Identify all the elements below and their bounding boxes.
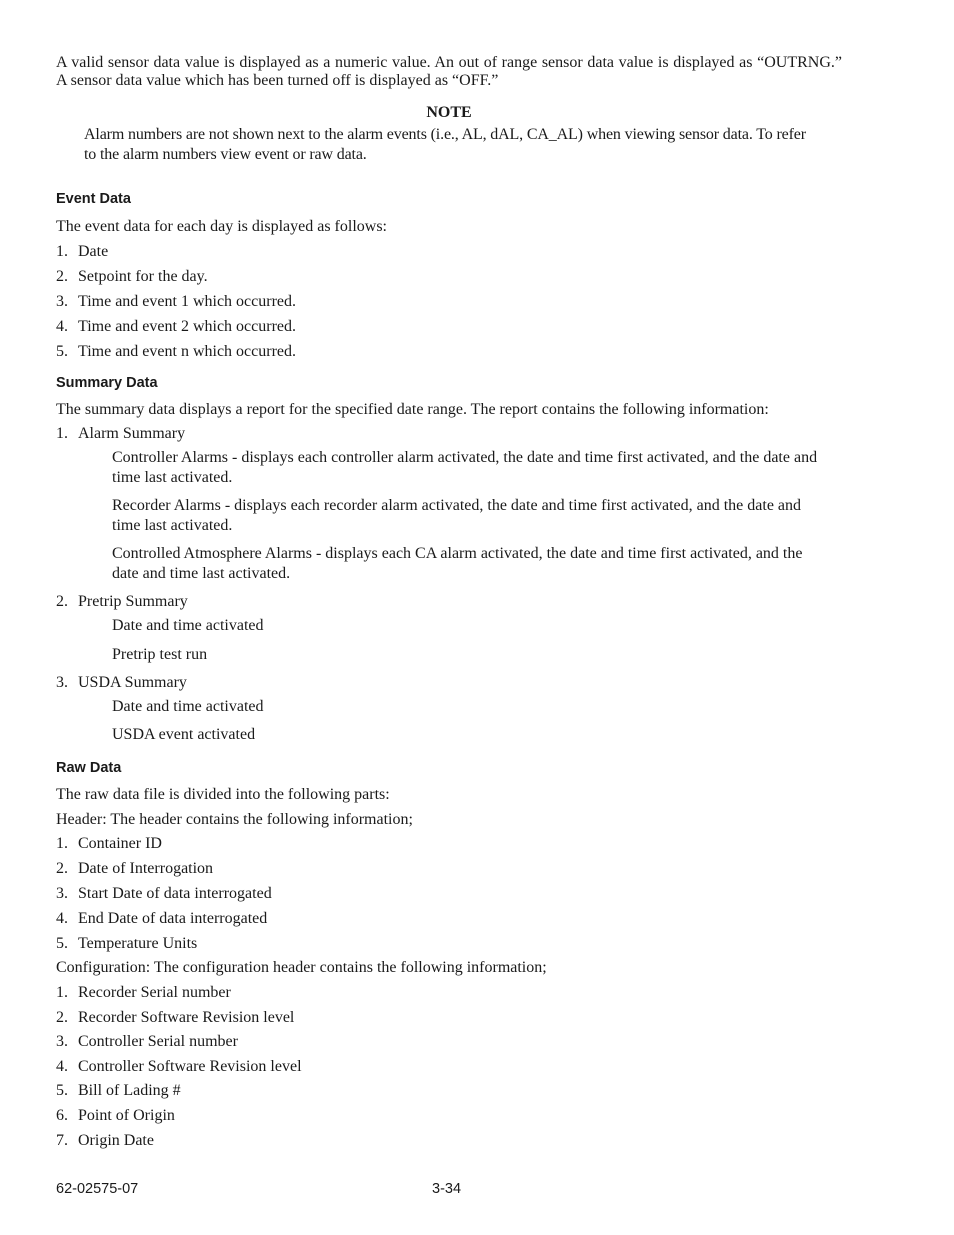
pretrip-summary-sub: Pretrip test run <box>112 646 208 663</box>
list-item: 4. End Date of data interrogated <box>56 910 268 927</box>
list-item: 5. Time and event n which occurred. <box>56 343 297 360</box>
list-item: 4. Controller Software Revision level <box>56 1058 302 1075</box>
usda-summary-item: 3. USDA Summary <box>56 674 187 691</box>
event-data-list <box>56 242 842 362</box>
note-title: NOTE <box>426 104 472 121</box>
event-data-intro: The event data for each day is displayed as follows: <box>56 218 387 235</box>
list-item: 1. Date <box>56 243 109 260</box>
footer-page-number: 3-34 <box>432 1181 462 1197</box>
list-item: 2. Setpoint for the day. <box>56 268 208 285</box>
list-item: 7. Origin Date <box>56 1132 154 1149</box>
summary-data-heading: Summary Data <box>56 375 158 391</box>
pretrip-summary-sub: Date and time activated <box>112 617 264 634</box>
list-item: 5. Bill of Lading # <box>56 1082 181 1099</box>
list-item: 3. Time and event 1 which occurred. <box>56 293 297 310</box>
list-item: 3. Controller Serial number <box>56 1033 238 1050</box>
list-item: 4. Time and event 2 which occurred. <box>56 318 297 335</box>
raw-data-config-intro: Configuration: The configuration header contains the following information; <box>56 959 547 976</box>
alarm-summary-item: 1. Alarm Summary <box>56 425 186 442</box>
raw-data-intro: The raw data file is divided into the following parts: <box>56 786 390 803</box>
alarm-summary-ca: Controlled Atmosphere Alarms - displays each CA alarm activated, the date and time first activated, and the date and time last activated. <box>112 545 803 582</box>
pretrip-summary-item: 2. Pretrip Summary <box>56 593 188 610</box>
list-item: 5. Temperature Units <box>56 935 198 952</box>
alarm-summary-recorder: Recorder Alarms - displays each recorder alarm activated, the date and time first activated, and the date and time last activated. <box>112 497 802 534</box>
footer-doc-number: 62-02575-07 <box>56 1181 139 1197</box>
raw-data-header-list <box>56 834 842 954</box>
event-data-heading: Event Data <box>56 191 131 207</box>
list-item: 3. Start Date of data interrogated <box>56 885 272 902</box>
list-item: 2. Recorder Software Revision level <box>56 1009 295 1026</box>
raw-data-config-list <box>56 983 842 1151</box>
manual-page <box>56 54 842 1151</box>
note-body: Alarm numbers are not shown next to the alarm events (i.e., AL, dAL, CA_AL) when viewing sensor data. To refer to the alarm numbers view event or raw data. <box>84 126 806 163</box>
summary-data-intro: The summary data displays a report for the specified date range. The report contains the following information: <box>56 401 769 418</box>
intro-paragraph: A valid sensor data value is displayed as a numeric value. An out of range sensor data value is displayed as “OUTRNG.” A sensor data value which has been turned off is displayed as “OFF.” <box>56 54 842 89</box>
usda-summary-sub: Date and time activated <box>112 698 264 715</box>
usda-summary-sub: USDA event activated <box>112 726 256 743</box>
list-item: 6. Point of Origin <box>56 1107 175 1124</box>
list-item: 2. Date of Interrogation <box>56 860 214 877</box>
list-item: 1. Recorder Serial number <box>56 984 231 1001</box>
list-item: 1. Container ID <box>56 835 162 852</box>
raw-data-heading: Raw Data <box>56 760 122 776</box>
alarm-summary-controller: Controller Alarms - displays each controller alarm activated, the date and time first activated, and the date and time last activated. <box>112 449 818 486</box>
raw-data-header-intro: Header: The header contains the following information; <box>56 811 413 828</box>
